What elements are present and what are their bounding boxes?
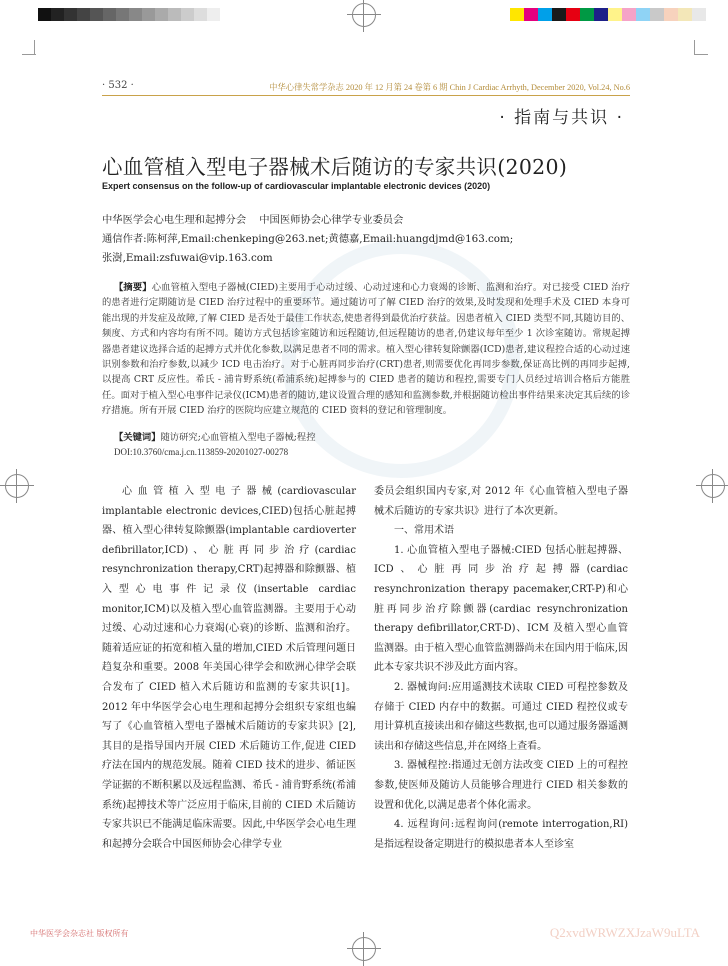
keywords-text: 随访研究;心血管植入型电子器械;程控 [160, 432, 316, 443]
registration-mark-left [5, 474, 29, 498]
article-title-english: Expert consensus on the follow-up of cardiovascular implantable electronic devices (2020) [102, 181, 491, 191]
running-head: 中华心律失常学杂志 2020 年 12 月第 24 卷第 6 期 Chin J Cardiac Arrhyth, December 2020, Vol.24, No.6 [269, 83, 630, 92]
corresponding-authors: 通信作者:陈柯萍,Email:chenkeping@263.net;黄德嘉,Email:huangdjmd@163.com; [102, 233, 514, 245]
abstract-text: 心血管植入型电子器械(CIED)主要用于心动过缓、心动过速和心力衰竭的诊断、监测和治疗。对已接受 CIED 治疗的患者进行定期随访是 CIED 治疗过程中的重要环节。通过随访可了解 CIED 治疗的效果,及时发现和处理手术及 CIED 本身可能出现的并发症及故障,了解 CIED 是否处于最佳工作状态,使患者得到最优治疗获益。因患者植入 CIED 类型不同,其随访目的、频度、方式和内容均有所不同。随访方式包括诊室随访和远程随访,但远程随访的患者,仍建议每年至少 1 次诊室随访。常规起搏器患者建议选择合适的起搏方式并优化参数,以满足患者不同的需求。植入型心律转复除颤器(ICD)患者,建议程控合适的心动过速识别参数和治疗参数,以减少 ICD 电击治疗。对于心脏再同步治疗(CRT)患者,则需要优化再同步参数,保证高比例的再同步起搏,以提高 CRT 反应性。希氏 - 浦肯野系统(希浦系统)起搏参与的 CIED 患者的随访和程控,需要专门人员经过培训合格后方能胜任。面对于植入型心电事件记录仪(ICM)患者的随访,建议设置合理的感知和监测参数,并根据随访检出事件结果来决定其后续的诊疗措施。所有开展 CIED 治疗的医院均应建立规范的 CIED 资料的登记和管理制度。 [102, 282, 630, 417]
intro-paragraph: 心血管植入型电子器械(cardiovascular implantable electronic devices,CIED)包括心脏起搏器、植入型心律转复除颤器(implantable cardioverter defibrillator,ICD)、心脏再同步治疗(cardiac resynchronization therapy,CRT)起搏器和除颤器、植入型心电事件记录仪(insertable cardiac monitor,ICM)以及植入型心血管监测器。主要用于心动过缓、心动过速和心力衰竭(心衰)的诊断、监测和治疗。随着适应证的拓宽和植入量的增加,CIED 术后管理问题日趋复杂和重要。2008 年美国心律学会和欧洲心律学会联合发布了 CIED 植入术后随访和监测的专家共识[1]。2012 年中华医学会心电生理和起搏分会组织专家组也编写了《心血管植入型电子器械术后随访的专家共识》[2],其目的是指导国内开展 CIED 术后随访工作,促进 CIED 疗法在国内的规范发展。随着 CIED 技术的进步、循证医学证据的不断积累以及远程监测、希氏 - 浦肯野系统(希浦系统)起搏技术等广泛应用于临床,目前的 CIED 术后随访专家共识已不能满足临床需要。因此,中华医学会心电生理和起搏分会联合中国医师协会心律学专业 [102, 486, 356, 850]
term-1: 1. 心血管植入型电子器械:CIED 包括心脏起搏器、ICD、心脏再同步治疗起搏器(cardiac resynchronization therapy pacemaker,CRT-P)和心脏再同步治疗除颤器(cardiac resynchronization therapy defibrillator,CRT-D)、ICM 及植入型心血管监测器。由于植入型心血管监测器尚未在国内用于临床,因此本专家共识不涉及此方面内容。 [374, 544, 628, 674]
term-2: 2. 器械询问:应用遥测技术读取 CIED 可程控参数及存储于 CIED 内存中的数据。可通过 CIED 程控仪或专用计算机直接读出和存储这些数据,也可以通过服务器遥测读出和存储这些信息,并在网络上查看。 [374, 681, 628, 752]
author-block [102, 211, 642, 268]
trim-mark [694, 54, 708, 55]
grayscale-calibration-bar [38, 8, 220, 21]
term-4: 4. 远程询问:远程询问(remote interrogation,RI)是指远程设备定期进行的模拟患者本人至诊室 [374, 819, 628, 850]
doi: DOI:10.3760/cma.j.cn.113859-20201027-00278 [114, 447, 289, 457]
corresponding-authors-cont: 张澍,Email:zsfuwai@vip.163.com [102, 252, 273, 264]
header-rule [102, 95, 630, 96]
section-label: · 指南与共识 · [499, 108, 624, 128]
article-title: 心血管植入型电子器械术后随访的专家共识(2020) [102, 155, 568, 179]
registration-mark-bottom [352, 937, 376, 961]
intro-paragraph-cont: 委员会组织国内专家,对 2012 年《心血管植入型电子器械术后随访的专家共识》进行了本次更新。 [374, 486, 628, 517]
page-number: · 532 · [102, 80, 134, 91]
abstract [102, 280, 630, 419]
trim-mark [694, 40, 695, 54]
body-column-left [102, 482, 356, 854]
publisher-logo: 中华医学会杂志社 版权所有 [30, 929, 129, 938]
abstract-label: 【摘要】 [114, 282, 152, 293]
registration-mark-top [352, 3, 376, 27]
trim-mark [22, 54, 36, 55]
keywords-label: 【关键词】 [114, 432, 161, 443]
term-3: 3. 器械程控:指通过无创方法改变 CIED 上的可程控参数,使医师及随访人员能够合理进行 CIED 相关参数的设置和优化,以满足患者个体化需求。 [374, 760, 628, 811]
section-heading: 一、常用术语 [394, 525, 454, 537]
body-column-right [374, 482, 628, 854]
author-affiliations: 中华医学会心电生理和起搏分会 中国医师协会心律学专业委员会 [102, 214, 404, 226]
keywords [102, 429, 630, 443]
trim-mark [34, 40, 35, 54]
footer-code: Q2xvdWRWZXJzaW9uLTA [549, 925, 700, 940]
color-calibration-bar [510, 8, 706, 21]
registration-mark-right [701, 474, 725, 498]
